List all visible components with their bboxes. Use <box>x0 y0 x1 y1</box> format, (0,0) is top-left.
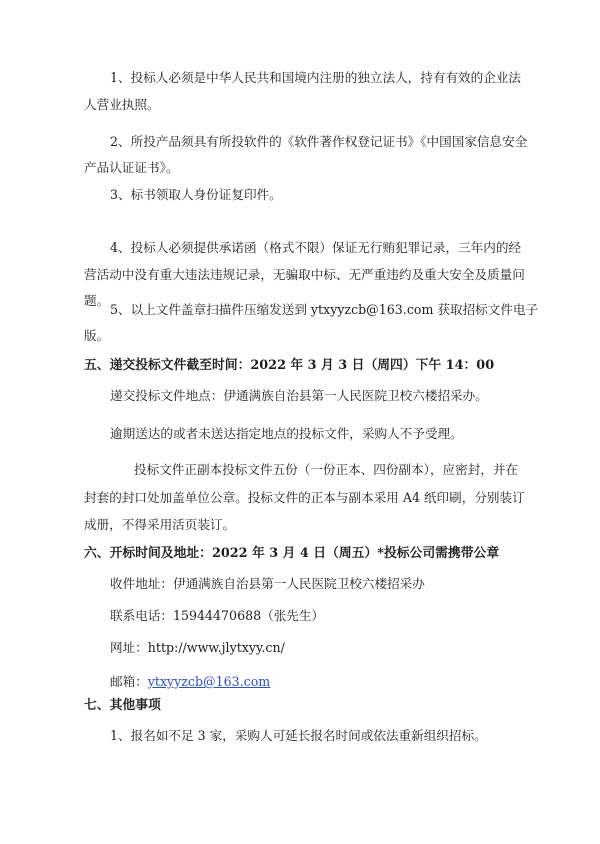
website: 网址：http://www.jlytxyy.cn/ <box>110 640 285 655</box>
email-label: 邮箱： <box>110 674 148 689</box>
requirement-5-line-2: 版。 <box>84 328 110 343</box>
section-7-heading: 七、其他事项 <box>84 698 161 713</box>
late-submission-note: 逾期送达的或者未送达指定地点的投标文件，采购人不予受理。 <box>110 426 463 441</box>
bid-copies-line-3: 成册，不得采用活页装订。 <box>84 517 236 532</box>
requirement-2-line-1: 2、所投产品须具有所投软件的《软件著作权登记证书》《中国国家信息安全 <box>110 134 528 149</box>
requirement-4-line-2: 营活动中没有重大违法违规记录，无骗取中标、无严重违约及重大安全及质量问 <box>84 267 525 282</box>
other-item-1: 1、报名如不足 3 家，采购人可延长报名时间或依法重新组织招标。 <box>110 728 487 743</box>
requirement-2-line-2: 产品认证证书》。 <box>84 160 179 175</box>
requirement-4-line-3: 题。 <box>84 293 110 308</box>
submission-location: 递交投标文件地点：伊通满族自治县第一人民医院卫校六楼招采办。 <box>110 388 488 403</box>
requirement-5-line-1: 5、以上文件盖章扫描件压缩发送到 ytxyyzcb@163.com 获取招标文件电子 <box>110 302 539 317</box>
section-5-heading: 五、递交投标文件截至时间：2022 年 3 月 3 日（周四）下午 14：00 <box>84 358 495 373</box>
section-6-heading: 六、开标时间及地址：2022 年 3 月 4 日（周五）*投标公司需携带公章 <box>84 546 500 561</box>
requirement-1-line-1: 1、投标人必须是中华人民共和国境内注册的独立法人，持有有效的企业法 <box>110 70 522 85</box>
requirement-3: 3、标书领取人身份证复印件。 <box>110 187 282 202</box>
contact-phone: 联系电话：15944470688（张先生） <box>110 608 325 623</box>
bid-copies-line-1: 投标文件正副本投标文件五份（一份正本、四份副本），应密封，并在 <box>134 462 519 477</box>
requirement-4-line-1: 4、投标人必须提供承诺函（格式不限）保证无行贿犯罪记录，三年内的经 <box>110 240 522 255</box>
email-line <box>110 670 270 694</box>
requirement-1-line-2: 人营业执照。 <box>84 97 160 112</box>
bid-copies-line-2: 封套的封口处加盖单位公章。投标文件的正本与副本采用 A4 纸印刷，分别装订 <box>84 490 525 505</box>
delivery-address: 收件地址：伊通满族自治县第一人民医院卫校六楼招采办 <box>110 576 425 591</box>
email-link[interactable]: ytxyyzcb@163.com <box>147 674 271 689</box>
